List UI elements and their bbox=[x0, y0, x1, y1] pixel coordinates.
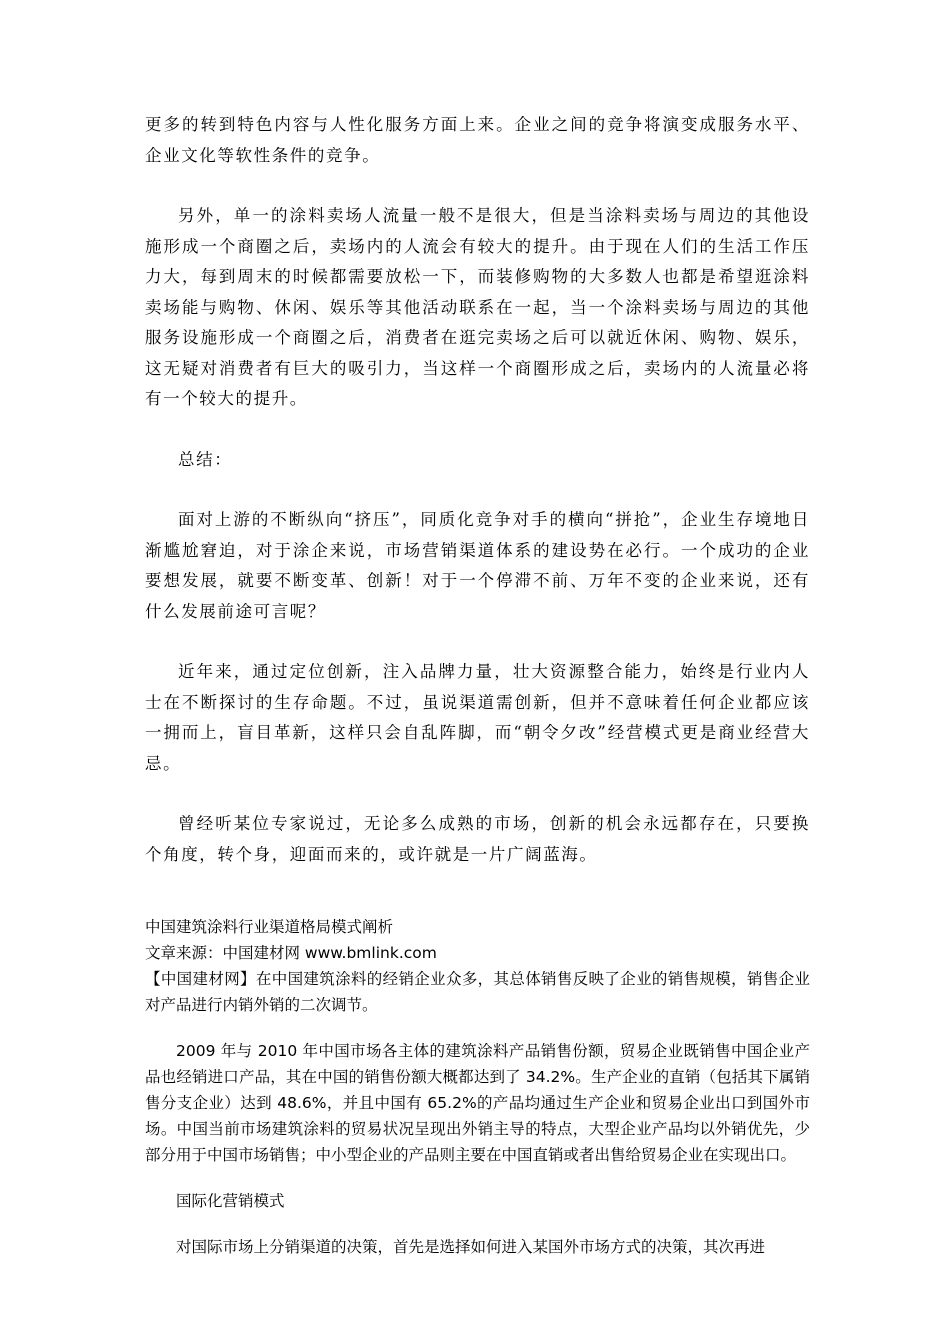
section-heading: 国际化营销模式 bbox=[176, 1192, 285, 1210]
article-source: 文章来源：中国建材网 www.bmlink.com bbox=[145, 944, 437, 962]
article-title: 中国建筑涂料行业渠道格局模式阐析 bbox=[145, 918, 394, 936]
article-intro: 【中国建材网】在中国建筑涂料的经销企业众多，其总体销售反映了企业的销售规模，销售企业对产品进行内销外销的二次调节。 bbox=[145, 970, 810, 1014]
paragraph-international-channel: 对国际市场上分销渠道的决策，首先是选择如何进入某国外市场方式的决策，其次再进 bbox=[176, 1238, 766, 1256]
paragraph-competition: 更多的转到特色内容与人性化服务方面上来。企业之间的竞争将演变成服务水平、企业文化等软性条件的竞争。 bbox=[145, 115, 810, 165]
paragraph-shopping-circle: 另外，单一的涂料卖场人流量一般不是很大，但是当涂料卖场与周边的其他设施形成一个商圈之后，卖场内的人流会有较大的提升。由于现在人们的生活工作压力大，每到周末的时候都需要放松一下，而装修购物的大多数人也都是希望逛涂料卖场能与购物、休闲、娱乐等其他活动联系在一起，当一个涂料卖场与周边的其他服务设施形成一个商圈之后，消费者在逛完卖场之后可以就近休闲、购物、娱乐，这无疑对消费者有巨大的吸引力，当这样一个商圈形成之后，卖场内的人流量必将有一个较大的提升。 bbox=[145, 206, 810, 408]
paragraph-blue-ocean: 曾经听某位专家说过，无论多么成熟的市场，创新的机会永远都存在，只要换个角度，转个身，迎面而来的，或许就是一片广阔蓝海。 bbox=[145, 814, 810, 864]
document-page bbox=[145, 110, 810, 1260]
paragraph-innovation: 近年来，通过定位创新，注入品牌力量，壮大资源整合能力，始终是行业内人士在不断探讨的生存命题。不过，虽说渠道需创新，但并不意味着任何企业都应该一拥而上，盲目革新，这样只会自乱阵脚，而“朝令夕改”经营模式更是商业经营大忌。 bbox=[145, 662, 810, 773]
summary-label: 总结： bbox=[178, 449, 233, 469]
paragraph-sales-share: 2009 年与 2010 年中国市场各主体的建筑涂料产品销售份额，贸易企业既销售中国企业产品也经销进口产品，其在中国的销售份额大概都达到了 34.2%。生产企业的直销（包括其下属销售分支企业）达到 48.6%，并且中国有 65.2%的产品均通过生产企业和贸易企业出口到国外市场。中国当前市场建筑涂料的贸易状况呈现出外销主导的特点，大型企业产品均以外销优先，少部分用于中国市场销售；中小型企业的产品则主要在中国直销或者出售给贸易企业在实现出口。 bbox=[145, 1042, 810, 1164]
paragraph-channel-building: 面对上游的不断纵向“挤压”，同质化竞争对手的横向“拼抢”，企业生存境地日渐尴尬窘迫，对于涂企来说，市场营销渠道体系的建设势在必行。一个成功的企业要想发展，就要不断变革、创新！对于一个停滞不前、万年不变的企业来说，还有什么发展前途可言呢？ bbox=[145, 510, 810, 621]
